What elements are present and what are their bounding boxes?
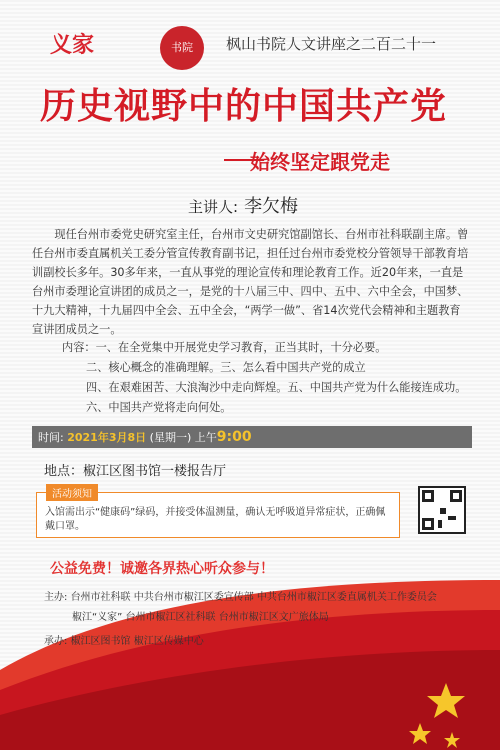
content-line: 内容：一、在全党集中开展党史学习教育，正当其时，十分必要。 (62, 341, 387, 354)
lecture-series: 枫山书院人文讲座之二百二十一 (226, 35, 437, 53)
host-bio: 现任台州市委党史研究室主任，台州市文史研究馆副馆长、台州市社科联副主席。曾任台州市委直属机关工委分管宣传教育副书记，担任过台州市委党校分管领导干部教育培训副校长多年。30多年来，一直从事党的理论宣传和理论教育工作。近20年来，一直是台州市委理论宣讲团的成员之一，是党的十八届三中、四中、五中、六中全会，中国梦、十九大精神，十九届四中全会、五中全会，“两学一做”、省14次党代会精神和主题教育宣讲团成员之一。 (32, 228, 469, 336)
time-label: 时间: (38, 431, 64, 444)
host (188, 192, 298, 218)
main-title: 历史视野中的中国共产党 (40, 85, 448, 127)
content-line: 二、核心概念的准确理解。三、怎么看中国共产党的成立 (86, 361, 366, 374)
notice-tag: 活动须知 (46, 484, 98, 501)
organizers-label: 主办: (44, 592, 68, 603)
yijia-logo: 义家 (50, 32, 95, 58)
time-date: 2021年3月8日 (67, 431, 147, 444)
venue: 地点：椒江区图书馆一楼报告厅 (44, 464, 227, 479)
undertakers: 承办: 椒江区图书馆 椒江区传媒中心 (44, 636, 204, 647)
time-bar (32, 426, 472, 448)
qr-code[interactable] (418, 486, 466, 534)
time-weekday: (星期一) (149, 431, 192, 444)
contents-label: 内容： (62, 341, 96, 354)
time-hour: 9:00 (216, 429, 252, 445)
content-line: 六、中国共产党将走向何处。 (86, 401, 232, 414)
host-label: 主讲人: (188, 198, 239, 216)
notice-box: 入馆需出示“健康码”绿码，并接受体温测量，确认无呼吸道异常症状，正确佩戴口罩。 (36, 492, 400, 538)
slogan: 公益免费！诚邀各界热心听众参与！ (50, 561, 274, 577)
organizers-line2: 椒江“义家” 台州市椒江区社科联 台州市椒江区文广旅体局 (72, 612, 329, 623)
fengshan-seal: 书院 (160, 26, 204, 70)
content-line: 四、在艰难困苦、大浪淘沙中走向辉煌。五、中国共产党为什么能接连成功。 (86, 381, 467, 394)
undertakers-label: 承办: (44, 636, 68, 647)
time-period: 上午 (194, 431, 217, 444)
host-name: 李欠梅 (244, 196, 299, 217)
subtitle: 始终坚定跟党走 (250, 150, 390, 174)
lecture-contents (62, 338, 482, 418)
organizers-line1: 主办: 台州市社科联 中共台州市椒江区委宣传部 中共台州市椒江区委直属机关工作委员会 (44, 592, 437, 603)
